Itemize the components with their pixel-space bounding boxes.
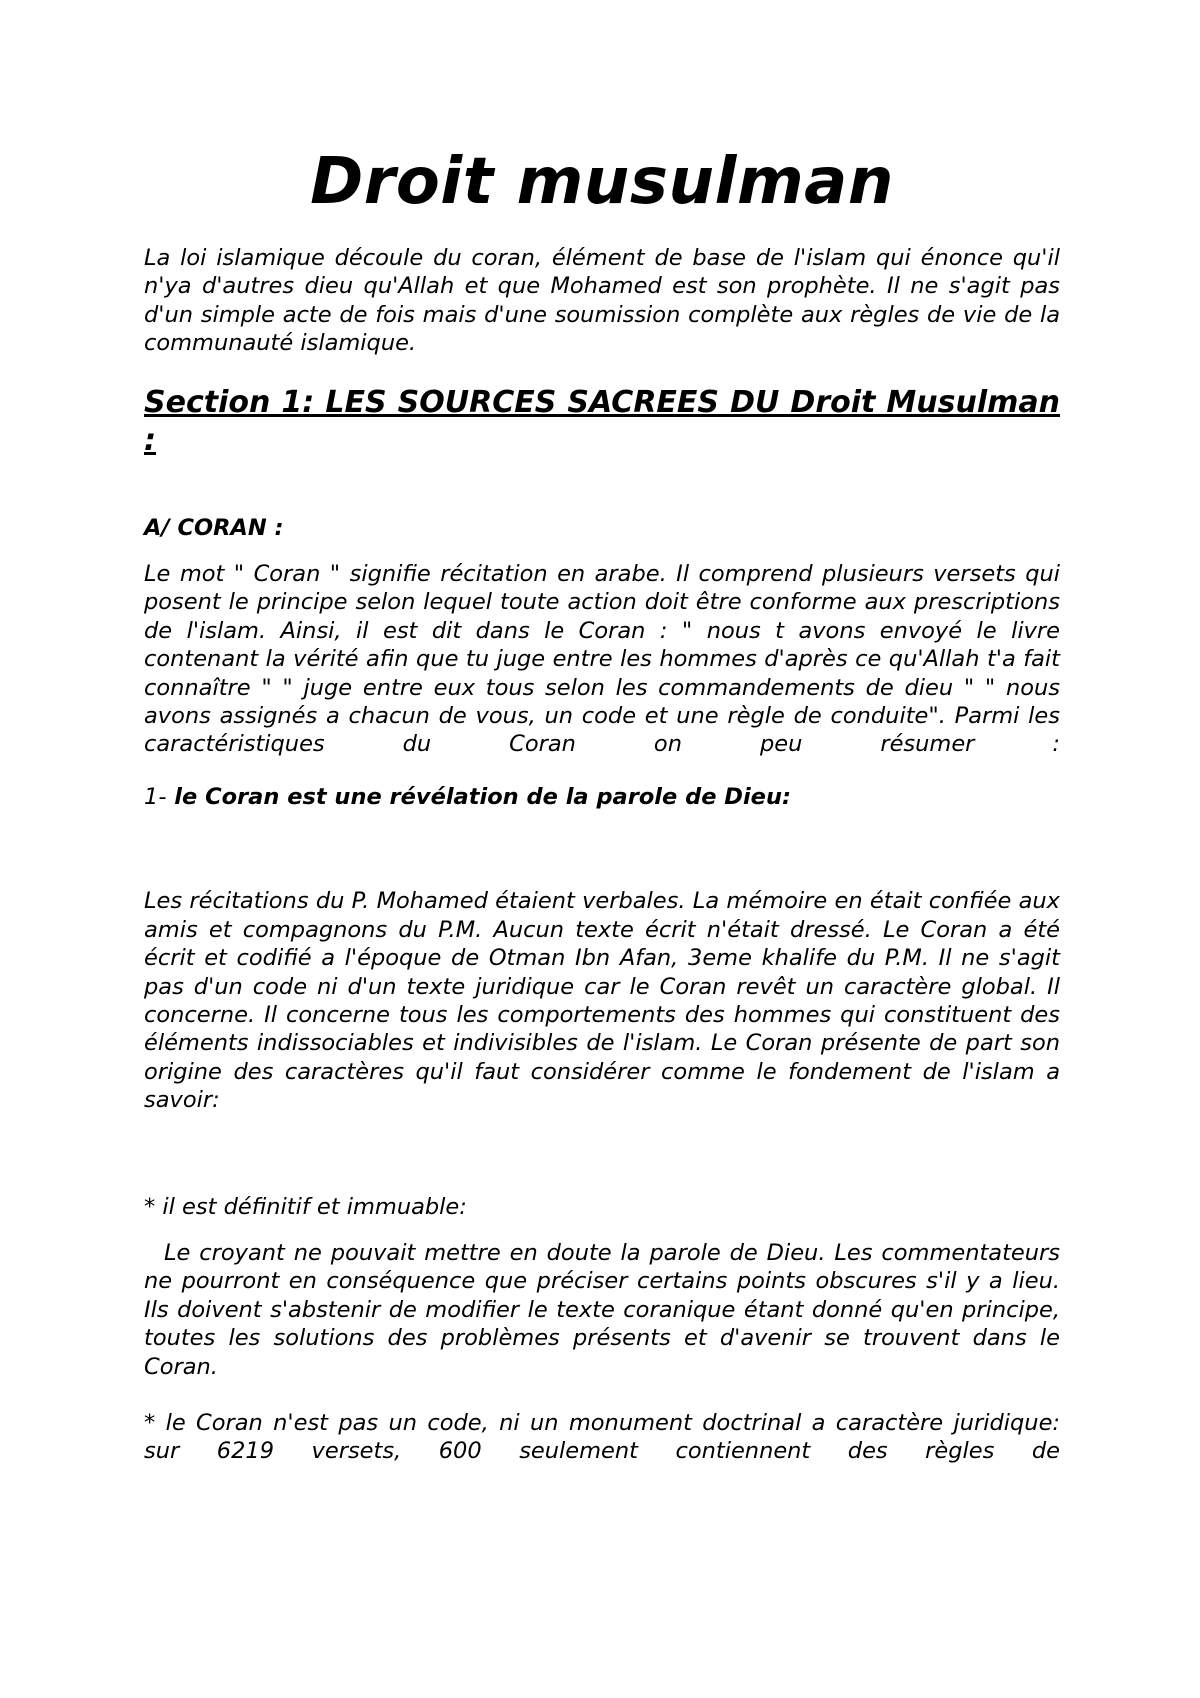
bullet-1-heading: * il est définitif et immuable: bbox=[144, 1193, 467, 1220]
spacer bbox=[144, 542, 1060, 560]
bullet-2-paragraph: * le Coran n'est pas un code, ni un monument doctrinal a caractère juridique: sur 6219 versets, 600 seulement contiennent des règles de bbox=[144, 1409, 1060, 1465]
spacer bbox=[144, 460, 1060, 514]
coran-paragraph: Le mot " Coran " signifie récitation en arabe. Il comprend plusieurs versets qui posent le principe selon lequel toute action doit être conforme aux prescriptions de l'islam. Ainsi, il est dit dans le Coran : " nous t avons envoyé le livre contenant la vérité afin que tu juge entre les hommes d'après ce qu'Allah t'a fait connaître " " juge entre eux tous selon les commandements de dieu " " nous avons assignés a chacun de vous, un code et une règle de conduite". Parmi les caractéristiques du Coran on peu résumer : bbox=[144, 561, 1060, 758]
spacer bbox=[144, 1381, 1060, 1409]
intro-paragraph: La loi islamique découle du coran, élément de base de l'islam qui énonce qu'il n'ya d'autres dieu qu'Allah et que Mohamed est son prophète. Il ne s'agit pas d'un simple acte de fois mais d'une soumission complète aux règles de vie de la communauté islamique. bbox=[144, 245, 1060, 357]
point-1-number: 1- bbox=[144, 783, 167, 810]
bullet-1-paragraph: Le croyant ne pouvait mettre en doute la parole de Dieu. Les commentateurs ne pourront en conséquence que préciser certains points obscures s'il y a lieu. Ils doivent s'abstenir de modifier le texte coranique étant donné qu'en principe, toutes les solutions des problèmes présents et d'avenir se trouvent dans le Coran. bbox=[144, 1239, 1060, 1380]
spacer bbox=[144, 759, 1060, 783]
document-title: Droit musulman bbox=[310, 145, 894, 219]
point-1-heading-text: le Coran est une révélation de la parole de Dieu: bbox=[174, 783, 791, 810]
spacer bbox=[144, 1221, 1060, 1239]
spacer bbox=[144, 811, 1060, 887]
section-1-heading: Section 1: LES SOURCES SACREES DU Droit Musulman : bbox=[144, 384, 1060, 458]
recitations-paragraph: Les récitations du P. Mohamed étaient verbales. La mémoire en était confiée aux amis et compagnons du P.M. Aucun texte écrit n'était dressé. Le Coran a été écrit et codifié a l'époque de Otman Ibn Afan, 3eme khalife du P.M. Il ne s'agit pas d'un code ni d'un texte juridique car le Coran revêt un caractère global. Il concerne. Il concerne tous les comportements des hommes qui constituent des éléments indissociables et indivisibles de l'islam. Le Coran présente de part son origine des caractères qu'il faut considérer comme le fondement de l'islam a savoir: bbox=[144, 888, 1060, 1114]
point-1-heading bbox=[144, 783, 1060, 811]
spacer bbox=[144, 1115, 1060, 1193]
document-page bbox=[144, 140, 1060, 1466]
subheading-coran: A/ CORAN : bbox=[144, 514, 284, 541]
